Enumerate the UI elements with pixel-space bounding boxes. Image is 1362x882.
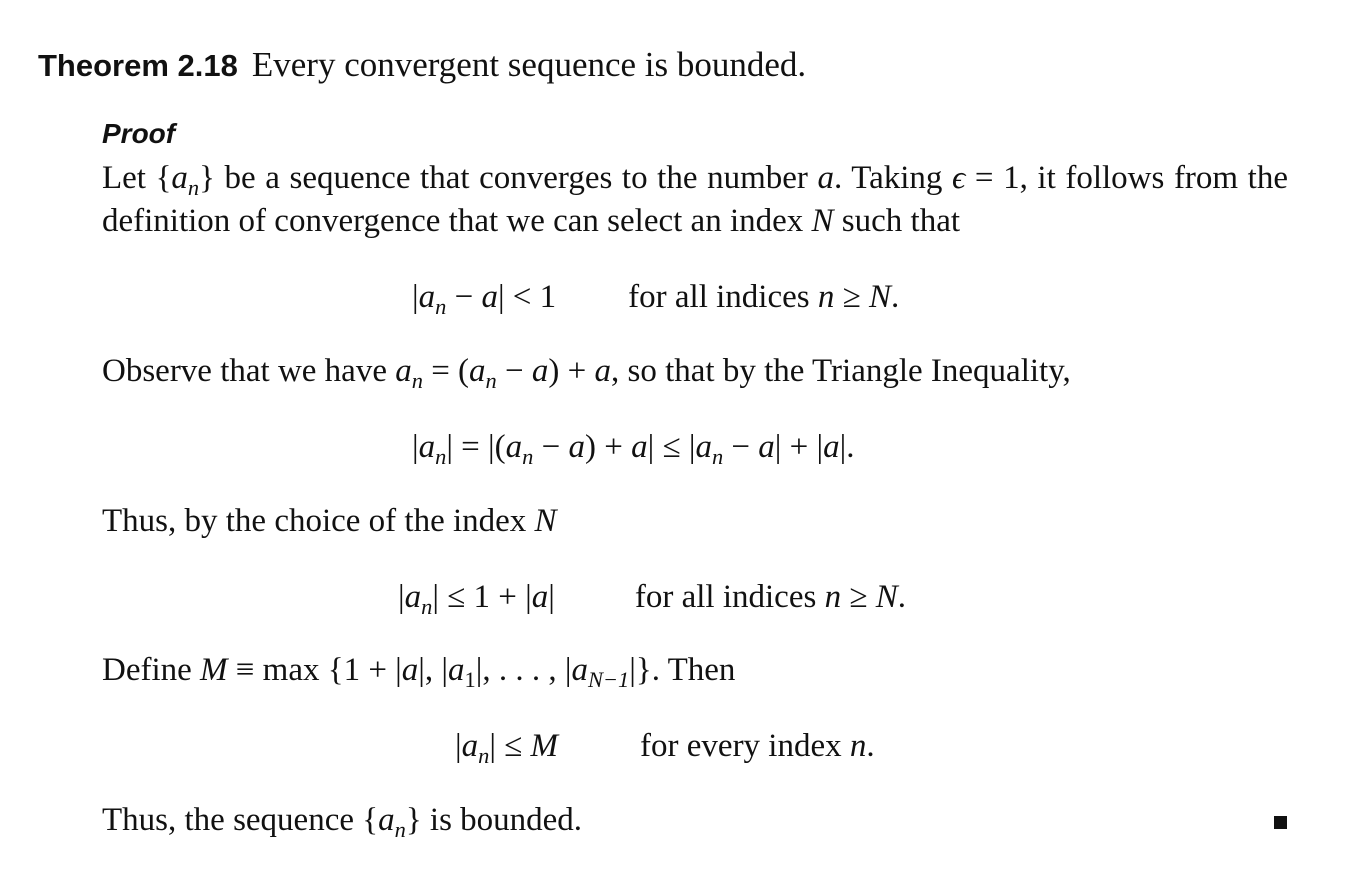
math-var: a [171,160,188,196]
math-var: a [531,579,549,615]
display-equation-4 [455,725,875,768]
text-run: } is bounded. [405,802,583,838]
math-var: M [530,728,559,764]
math-var: a [531,353,549,389]
math-text: . [891,279,900,315]
theorem-text: Every convergent sequence is bounded. [251,45,807,84]
math-var: a [817,160,834,196]
math-text: | [412,429,419,465]
math-var: a [481,279,498,315]
math-text: | [398,579,405,615]
math-subscript: n [187,175,200,201]
text-run: Observe that we have [102,353,396,389]
math-var: a [448,652,465,688]
math-var: a [378,802,395,838]
math-var: a [695,429,712,465]
math-text: | = |( [446,429,506,465]
math-text: | ≤ | [647,429,696,465]
math-var: a [594,353,611,389]
proof-paragraph-1 [102,157,1288,243]
math-var: a [571,652,588,688]
math-text: | [412,279,419,315]
math-symbol: ϵ [951,160,966,196]
equation-condition: for every index [640,728,850,764]
math-var: a [418,279,436,315]
math-var: n [817,279,835,315]
math-subscript: n [478,743,490,769]
math-subscript: n [711,444,724,470]
math-subscript: n [394,817,406,843]
math-var: a [823,429,840,465]
math-var: N [811,203,834,239]
math-var: a [404,579,422,615]
math-var: n [849,728,867,764]
math-var: a [469,353,486,389]
theorem-statement [38,42,806,89]
math-text: ) + [585,429,632,465]
text-run: ≡ max {1 + | [227,652,402,688]
text-run: = 1, it follows from the definition of convergence that we can select an index [102,160,1288,239]
display-equation-2 [412,426,854,469]
math-subscript: n [522,444,534,470]
text-run: |}. Then [629,652,736,688]
proof-paragraph-2 [102,350,1288,393]
math-text: | + | [774,429,824,465]
text-run: Let { [102,160,172,196]
proof-paragraph-3 [102,500,1288,543]
math-var: a [395,353,412,389]
math-text: | < 1 [497,279,557,315]
math-var: N [868,279,891,315]
qed-square-icon [1274,816,1287,829]
math-subscript: n [421,594,433,620]
math-text: − [533,429,569,465]
equation-condition: for all indices [628,279,818,315]
text-run: ) + [548,353,595,389]
math-text: . [866,728,875,764]
math-var: a [505,429,523,465]
math-subscript: n [411,368,423,394]
math-text: | [548,579,555,615]
math-var: a [401,652,419,688]
math-var: a [758,429,775,465]
math-var: a [418,429,436,465]
text-run: . Taking [833,160,952,196]
text-run: |, . . . , | [475,652,572,688]
display-equation-3 [398,576,906,619]
math-subscript: N−1 [587,667,630,693]
math-text: − [446,279,482,315]
math-subscript: n [485,368,497,394]
math-text: ≥ [841,579,876,615]
math-var: N [534,503,557,539]
proof-paragraph-4 [102,649,1288,692]
text-run: Thus, by the choice of the index [102,503,535,539]
math-text: |. [839,429,855,465]
math-subscript: n [435,444,447,470]
display-equation-1 [412,276,899,319]
proof-paragraph-5 [102,799,1288,842]
math-text: | ≤ 1 + | [432,579,532,615]
text-run: = ( [422,353,470,389]
math-subscript: n [435,294,447,320]
math-var: M [200,652,228,688]
math-text: . [897,579,906,615]
math-var: n [824,579,842,615]
text-run: } be a sequence that converges to the number [199,160,818,196]
text-run: Define [102,652,201,688]
math-text: | [455,728,462,764]
proof-heading: Proof [102,118,176,149]
equation-condition: for all indices [634,579,825,615]
text-run: Thus, the sequence { [102,802,379,838]
math-var: a [461,728,479,764]
text-run: |, | [418,652,448,688]
math-var: a [568,429,585,465]
text-run: such that [833,203,961,239]
text-run: , so that by the Triangle Inequality, [611,353,1071,389]
math-var: N [875,579,898,615]
math-text: ≥ [834,279,869,315]
math-subscript: 1 [464,667,476,693]
theorem-label: Theorem 2.18 [38,48,238,83]
math-text: | ≤ [489,728,531,764]
text-run: − [496,353,532,389]
math-text: − [723,429,759,465]
math-var: a [631,429,648,465]
